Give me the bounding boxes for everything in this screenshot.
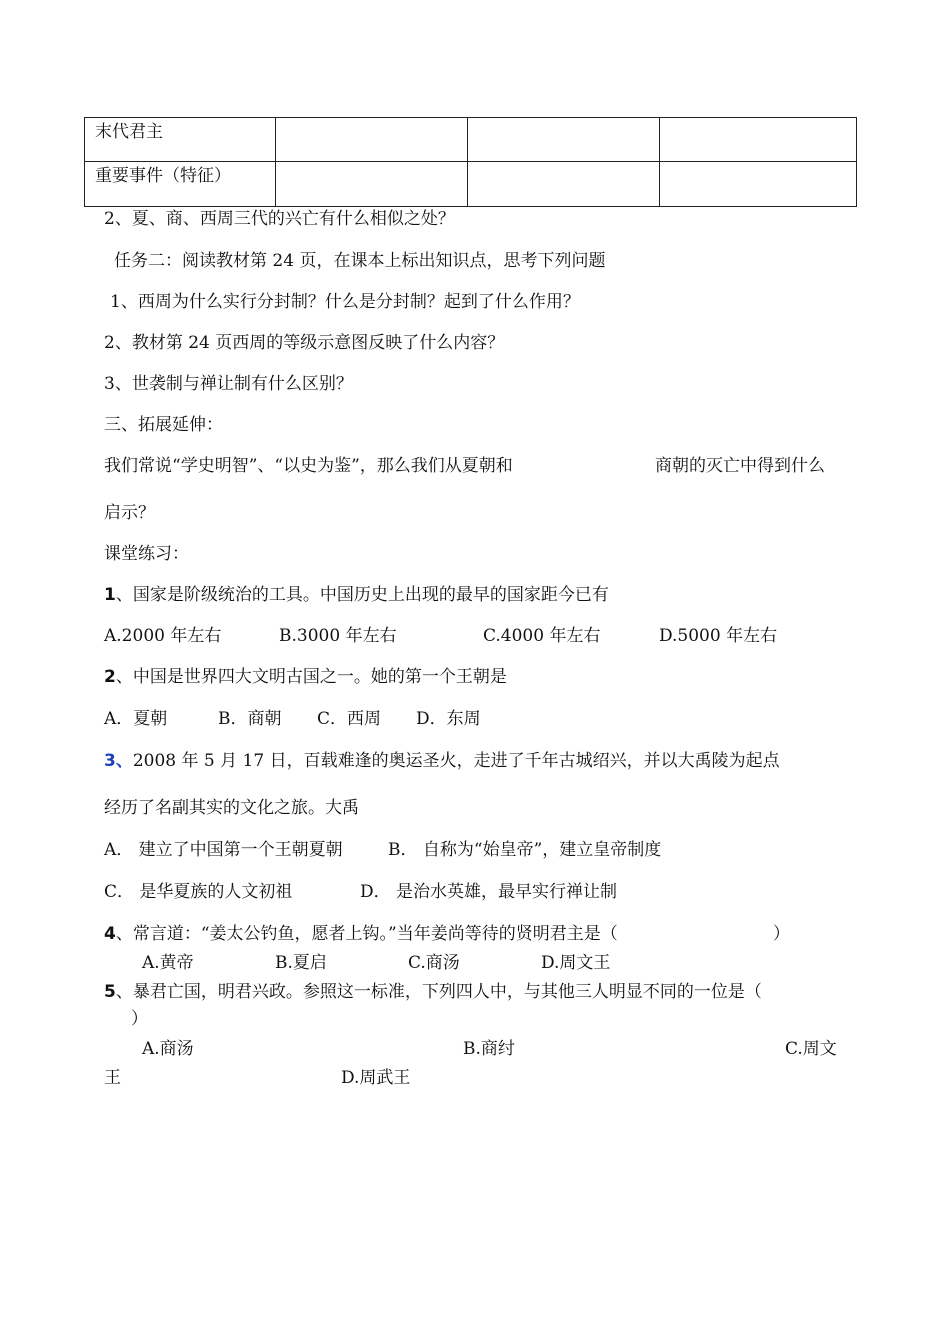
question-1-option-a: A.2000 年左右 [104,626,222,646]
question-2 [104,665,507,689]
question-4-option-b: B.夏启 [275,953,327,973]
question-5-option-c-continued: 王 [104,1068,121,1088]
question-similarity: 2、夏、商、西周三代的兴亡有什么相似之处？ [104,209,455,229]
question-3 [104,749,780,773]
table-cell [660,162,857,207]
table-row-label: 末代君主 [85,118,276,162]
task-question-1: 1、西周为什么实行分封制？什么是分封制？起到了什么作用？ [110,292,580,312]
question-text: 、暴君亡国，明君兴政。参照这一标准，下列四人中，与其他三人明显不同的一位是（ [115,982,762,1002]
question-2-option-d: D．东周 [416,709,481,729]
table-cell [468,118,660,162]
question-3-option-c: C． 是华夏族的人文初祖 [104,882,293,902]
answer-paren-close: ） [773,924,790,944]
extension-text-part3: 启示？ [104,503,155,523]
question-5 [104,980,762,1004]
question-4-option-a: A.黄帝 [142,953,194,973]
question-5-option-c: C.周文 [785,1039,837,1059]
extension-text-part1: 我们常说“学史明智”、“以史为鉴”，那么我们从夏朝和 [104,456,513,476]
practice-heading: 课堂练习： [104,544,189,564]
table-row-label: 重要事件（特征） [85,162,276,207]
question-2-option-c: C．西周 [317,709,382,729]
question-4-option-c: C.商汤 [408,953,460,973]
task-question-3: 3、世袭制与禅让制有什么区别？ [104,374,353,394]
question-3-option-a: A． 建立了中国第一个王朝夏朝 [104,840,343,860]
question-3-option-b: B． 自称为“始皇帝”，建立皇帝制度 [388,840,662,860]
question-1-option-c: C.4000 年左右 [483,626,601,646]
answer-paren-close: ） [131,1009,148,1029]
question-4-option-d: D.周文王 [541,953,611,973]
question-number: 1 [104,585,116,605]
extension-text-part2: 商朝的灭亡中得到什么 [655,456,825,476]
question-3-continued: 经历了名副其实的文化之旅。大禹 [104,798,359,818]
table-cell [468,162,660,207]
question-text: 、常言道：“姜太公钓鱼，愿者上钩。”当年姜尚等待的贤明君主是（ [115,924,618,944]
question-3-option-d: D． 是治水英雄，最早实行禅让制 [360,882,618,902]
question-number: 2 [104,667,116,687]
question-1-option-b: B.3000 年左右 [279,626,397,646]
question-2-option-b: B．商朝 [218,709,282,729]
question-2-option-a: A．夏朝 [104,709,168,729]
table-row [85,162,857,207]
question-text: 2008 年 5 月 17 日，百载难逢的奥运圣火，走进了千年古城绍兴，并以大禹陵为起点 [132,751,780,771]
question-1 [104,583,609,607]
question-4 [104,922,618,946]
question-5-option-a: A.商汤 [142,1039,194,1059]
table-cell [660,118,857,162]
question-text: 、中国是世界四大文明古国之一。她的第一个王朝是 [115,667,507,687]
question-5-option-b: B.商纣 [463,1039,515,1059]
question-text: 、国家是阶级统治的工具。中国历史上出现的最早的国家距今已有 [115,585,609,605]
extension-heading: 三、拓展延伸： [104,415,223,435]
dynasty-table [84,117,857,207]
question-number: 5 [104,982,116,1002]
table-cell [276,162,468,207]
task-two-heading: 任务二：阅读教材第 24 页，在课本上标出知识点，思考下列问题 [114,251,606,271]
table-row [85,118,857,162]
table-cell [276,118,468,162]
question-number: 4 [104,924,116,944]
task-question-2: 2、教材第 24 页西周的等级示意图反映了什么内容？ [104,333,505,353]
question-5-option-d: D.周武王 [341,1068,411,1088]
question-number: 3、 [104,751,133,771]
question-1-option-d: D.5000 年左右 [659,626,778,646]
